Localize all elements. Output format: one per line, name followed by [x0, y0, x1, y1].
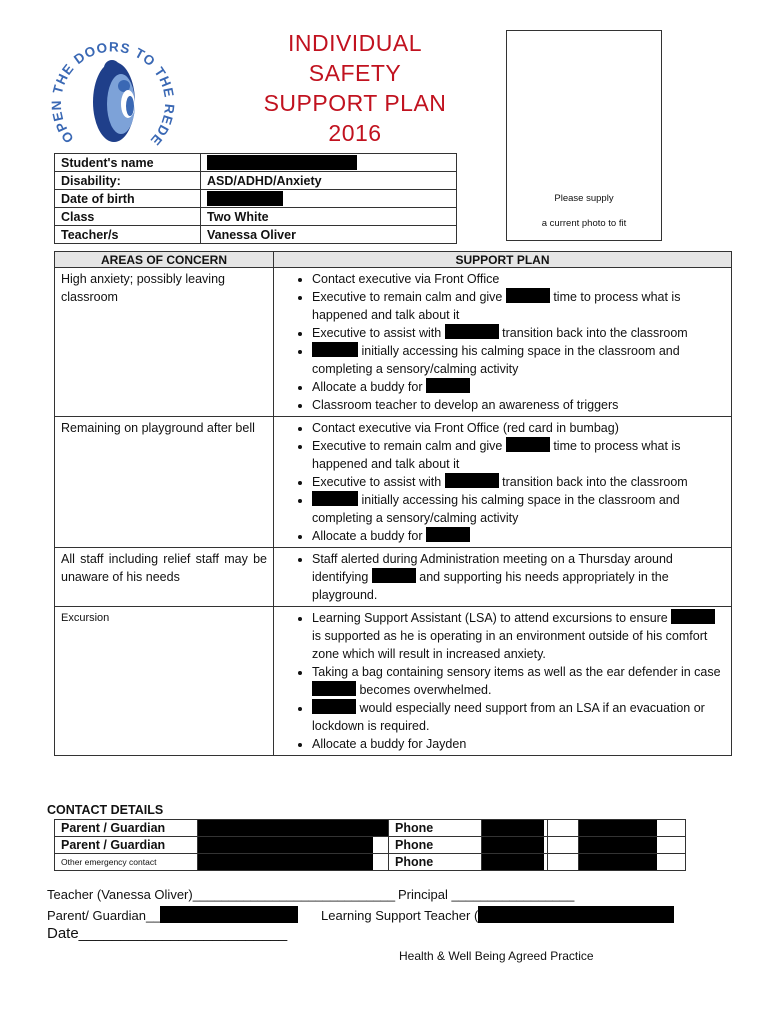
spacer-cell [548, 820, 579, 837]
support-cell [274, 268, 732, 417]
support-text: Allocate a buddy for Jayden [312, 737, 467, 751]
lst-label: Learning Support Teacher ( [321, 908, 479, 923]
support-cell [274, 607, 732, 756]
disability-value: ASD/ADHD/Anxiety [201, 172, 457, 190]
spacer-cell [548, 837, 579, 854]
support-item [312, 663, 725, 699]
support-text: initially accessing his calming space in the classroom and completing a sensory/calming activity [312, 344, 680, 376]
support-text: Executive to assist with [312, 326, 445, 340]
lst-signature-line [321, 906, 674, 923]
redaction-block [312, 681, 356, 696]
phone-label: Phone [389, 854, 482, 871]
contact-label: Parent / Guardian [55, 837, 198, 854]
support-text: Executive to remain calm and give [312, 290, 506, 304]
contact-name-cell [198, 854, 389, 871]
field-label: Disability: [55, 172, 201, 190]
areas-of-concern-header: AREAS OF CONCERN [55, 252, 274, 268]
title-line-3: SUPPORT PLAN [263, 90, 447, 116]
support-text: would especially need support from an LSA if an evacuation or lockdown is required. [312, 701, 705, 733]
support-text: initially accessing his calming space in the classroom and completing a sensory/calming activity [312, 493, 680, 525]
date-line: Date_________________________ [47, 925, 288, 942]
support-cell [274, 548, 732, 607]
redaction-block [506, 437, 550, 452]
school-logo [48, 24, 178, 154]
support-list [280, 609, 725, 753]
dob-row [55, 190, 457, 208]
redaction-block [482, 820, 544, 836]
support-text: Contact executive via Front Office (red card in bumbag) [312, 421, 619, 435]
support-item [312, 396, 725, 414]
support-item [312, 437, 725, 473]
contact-details-heading: CONTACT DETAILS [47, 803, 164, 817]
phone-cell-2 [579, 820, 686, 837]
support-item [312, 342, 725, 378]
field-label: Date of birth [55, 190, 201, 208]
teacher-value: Vanessa Oliver [201, 226, 457, 244]
redaction-block [312, 342, 358, 357]
redaction-block [372, 568, 416, 583]
class-row [55, 208, 457, 226]
support-item [312, 699, 725, 735]
student-info-table [54, 153, 457, 244]
support-item [312, 324, 725, 342]
phone-label: Phone [389, 837, 482, 854]
redaction-block [198, 854, 373, 870]
redaction-block [579, 854, 657, 870]
phone-label: Phone [389, 820, 482, 837]
support-item [312, 378, 725, 396]
support-plan-table [54, 251, 732, 756]
support-item [312, 527, 725, 545]
redaction-block [579, 837, 657, 853]
contact-label: Parent / Guardian [55, 820, 198, 837]
photo-instruction-2: a current photo to fit [541, 218, 627, 229]
redaction-block [312, 491, 358, 506]
redaction-block [482, 837, 544, 853]
redaction-block [579, 820, 657, 836]
field-label: Class [55, 208, 201, 226]
phone-cell-2 [579, 837, 686, 854]
support-text: time to process what is happened and talk about it [312, 439, 681, 471]
support-text: transition back into the classroom [498, 475, 688, 489]
field-label: Student's name [55, 154, 201, 172]
phone-cell [482, 854, 548, 871]
plan-row [55, 268, 732, 417]
redaction-block [478, 906, 674, 923]
support-text: Classroom teacher to develop an awareness of triggers [312, 398, 619, 412]
support-item [312, 270, 725, 288]
plan-row [55, 607, 732, 756]
contact-label: Other emergency contact [55, 854, 198, 871]
photo-instruction-1: Please supply [554, 193, 614, 204]
plan-row [55, 417, 732, 548]
support-item [312, 550, 725, 604]
support-text: Staff alerted during Administration meeting on a Thursday around identifying [312, 552, 673, 584]
concern-cell: All staff including relief staff may be unaware of his needs [55, 548, 274, 607]
contact-row [55, 837, 686, 854]
support-item [312, 491, 725, 527]
support-text: time to process what is happened and talk about it [312, 290, 681, 322]
contact-name-cell [198, 837, 389, 854]
redaction-block [312, 699, 356, 714]
contact-row [55, 854, 686, 871]
redaction-block [198, 837, 373, 853]
support-item [312, 735, 725, 753]
class-value: Two White [201, 208, 457, 226]
plan-row [55, 548, 732, 607]
title-line-4: 2016 [328, 120, 382, 146]
support-item [312, 288, 725, 324]
support-text: is supported as he is operating in an environment outside of his comfort zone which will result in increased anxiety. [312, 629, 708, 661]
disability-row [55, 172, 457, 190]
redaction-block [426, 527, 470, 542]
support-text: Executive to assist with [312, 475, 445, 489]
teacher-signature-line: Teacher (Vanessa Oliver)____________________________ [47, 887, 396, 902]
redaction-block [198, 820, 388, 836]
parent-label: Parent/ Guardian__ [47, 908, 161, 923]
support-list [280, 550, 725, 604]
support-text: Allocate a buddy for [312, 529, 426, 543]
contact-name-cell [198, 820, 389, 837]
support-item [312, 473, 725, 491]
support-item [312, 609, 725, 663]
title-line-2: SAFETY [308, 60, 402, 86]
teacher-row [55, 226, 457, 244]
footer-text: Health & Well Being Agreed Practice [399, 949, 594, 963]
dob-value [201, 190, 457, 208]
redaction-block [445, 473, 499, 488]
concern-cell: High anxiety; possibly leaving classroom [55, 268, 274, 417]
spacer-cell [548, 854, 579, 871]
title-line-1: INDIVIDUAL [287, 30, 423, 56]
contact-table [54, 819, 686, 871]
phone-cell [482, 820, 548, 837]
support-cell [274, 417, 732, 548]
plan-header-row [55, 252, 732, 268]
support-text: and supporting his needs appropriately in the playground. [312, 570, 669, 602]
field-label: Teacher/s [55, 226, 201, 244]
support-plan-header: SUPPORT PLAN [274, 252, 732, 268]
redaction-block [482, 854, 544, 870]
redaction-block [207, 191, 283, 206]
support-list [280, 419, 725, 545]
support-text: becomes overwhelmed. [356, 683, 492, 697]
student-name-value [201, 154, 457, 172]
logo-text: OPEN THE DOORS TO THE REDE [48, 39, 178, 149]
redaction-block [160, 906, 298, 923]
concern-cell: Remaining on playground after bell [55, 417, 274, 548]
photo-box [506, 30, 662, 241]
support-text: transition back into the classroom [498, 326, 688, 340]
redaction-block [671, 609, 715, 624]
redaction-block [445, 324, 499, 339]
document-title [230, 28, 480, 148]
student-name-row [55, 154, 457, 172]
parent-signature-line [47, 906, 298, 923]
support-item [312, 419, 725, 437]
support-text: Taking a bag containing sensory items as well as the ear defender in case [312, 665, 721, 679]
support-text: Allocate a buddy for [312, 380, 426, 394]
principal-signature-line: Principal _________________ [398, 887, 575, 902]
redaction-block [207, 155, 357, 170]
support-list [280, 270, 725, 414]
contact-row [55, 820, 686, 837]
plan-body [55, 268, 732, 756]
concern-cell: Excursion [55, 607, 274, 756]
redaction-block [426, 378, 470, 393]
support-text: Contact executive via Front Office [312, 272, 500, 286]
phone-cell-2 [579, 854, 686, 871]
redaction-block [506, 288, 550, 303]
support-text: Learning Support Assistant (LSA) to attend excursions to ensure [312, 611, 672, 625]
support-text: Executive to remain calm and give [312, 439, 506, 453]
phone-cell [482, 837, 548, 854]
